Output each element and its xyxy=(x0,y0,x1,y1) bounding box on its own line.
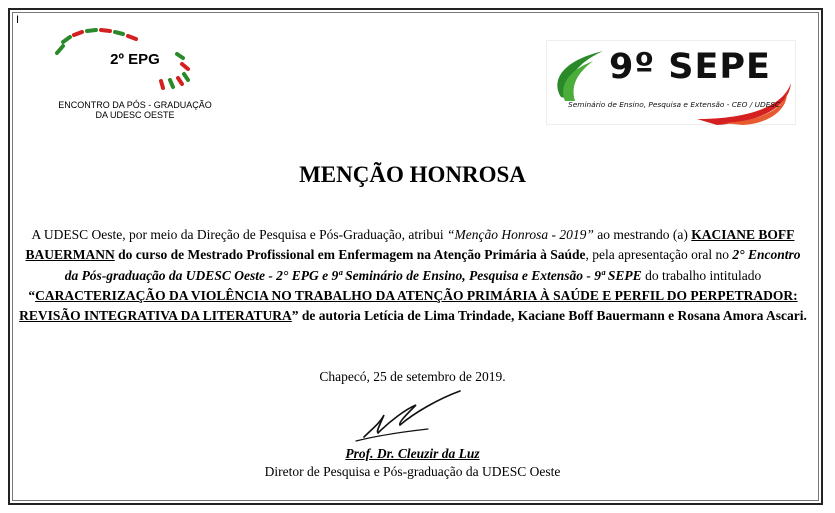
sepe-logo-title: 9º SEPE xyxy=(609,47,771,87)
signer-role: Diretor de Pesquisa e Pós-graduação da UDESC Oeste xyxy=(264,464,561,479)
certificate-title: MENÇÃO HONROSA xyxy=(299,162,526,187)
epg-logo xyxy=(45,26,225,126)
signer-name: Prof. Dr. Cleuzir da Luz xyxy=(345,446,480,461)
awardee-name: KACIANE BOFF BAUERMANN xyxy=(25,227,795,263)
epg-logo-subtitle-line1: ENCONTRO DA PÓS - GRADUAÇÃO xyxy=(58,100,212,110)
event-name: 2° Encontro da Pós-graduação da UDESC Oeste - 2° EPG e 9ª Seminário de Ensino, Pesquisa e Extensão - 9ª SEPE xyxy=(64,247,801,283)
sepe-logo-subtitle: Seminário de Ensino, Pesquisa e Extensão - CEO / UDESC xyxy=(568,100,781,109)
authorship-text: ” de autoria Letícia de Lima Trindade, Kaciane Boff Bauermann e Rosana Amora Ascari. xyxy=(291,308,807,324)
epg-logo-subtitle xyxy=(45,100,225,120)
presentation-text: , pela apresentação oral no xyxy=(585,247,733,263)
course-text: do curso de Mestrado Profissional em Enfermagem na Atenção Primária à Saúde xyxy=(114,247,586,263)
body-intro: A UDESC Oeste, por meio da Direção de Pesquisa e Pós-Graduação, atribui xyxy=(31,227,447,242)
work-title: CARACTERIZAÇÃO DA VIOLÊNCIA NO TRABALHO DA ATENÇÃO PRIMÁRIA À SAÚDE E PERFIL DO PERPETRADOR: REVISÃO INTEGRATIVA DA LITERATURA xyxy=(19,287,798,324)
text-cursor: I xyxy=(16,14,20,26)
work-intro: do trabalho intitulado xyxy=(641,267,762,283)
place-date: Chapecó, 25 de setembro de 2019. xyxy=(319,369,506,384)
signature xyxy=(350,385,470,450)
signature-scribble-icon xyxy=(350,385,470,445)
body-to-text: ao mestrando (a) xyxy=(593,227,692,242)
award-quote: “Menção Honrosa - 2019” xyxy=(446,227,594,242)
epg-logo-title: 2º EPG xyxy=(110,51,160,68)
epg-logo-subtitle-line2: DA UDESC OESTE xyxy=(95,110,175,120)
open-quote: “ xyxy=(28,287,36,303)
sepe-logo xyxy=(546,40,796,125)
certificate-body xyxy=(19,225,807,326)
